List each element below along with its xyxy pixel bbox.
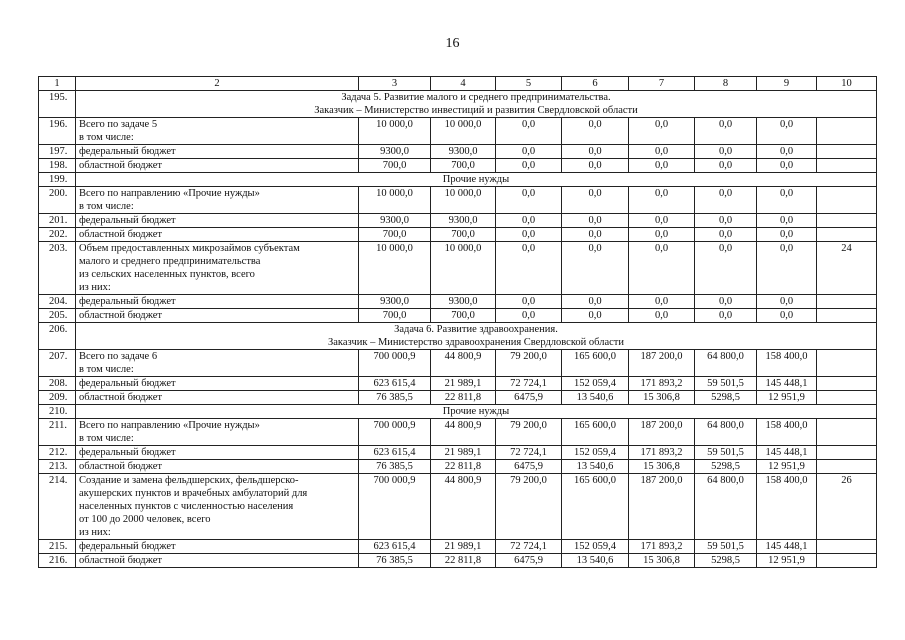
row-label: федеральный бюджет [76, 446, 359, 460]
value-cell [817, 118, 877, 145]
value-cell: 0,0 [629, 228, 695, 242]
row-number: 198. [39, 159, 76, 173]
value-cell: 0,0 [562, 214, 629, 228]
value-cell: 9300,0 [359, 214, 431, 228]
value-cell: 79 200,0 [496, 350, 562, 377]
row-label: федеральный бюджет [76, 214, 359, 228]
value-cell [817, 228, 877, 242]
column-header: 7 [629, 77, 695, 91]
value-cell [817, 419, 877, 446]
section-row [39, 405, 877, 419]
value-cell: 79 200,0 [496, 419, 562, 446]
column-header: 4 [431, 77, 496, 91]
value-cell: 44 800,9 [431, 419, 496, 446]
value-cell: 700,0 [359, 228, 431, 242]
row-number: 215. [39, 540, 76, 554]
row-number: 205. [39, 309, 76, 323]
value-cell [817, 214, 877, 228]
page-number: 16 [445, 36, 460, 51]
value-cell: 0,0 [496, 228, 562, 242]
value-cell: 0,0 [695, 214, 757, 228]
value-cell: 0,0 [695, 242, 757, 295]
value-cell: 10 000,0 [431, 118, 496, 145]
value-cell: 72 724,1 [496, 446, 562, 460]
budget-table [38, 76, 877, 568]
value-cell: 26 [817, 474, 877, 540]
value-cell: 145 448,1 [757, 377, 817, 391]
value-cell: 171 893,2 [629, 377, 695, 391]
value-cell: 9300,0 [431, 295, 496, 309]
column-header: 5 [496, 77, 562, 91]
value-cell: 9300,0 [431, 145, 496, 159]
value-cell [817, 309, 877, 323]
value-cell: 145 448,1 [757, 540, 817, 554]
value-cell: 5298,5 [695, 460, 757, 474]
row-number: 216. [39, 554, 76, 568]
value-cell: 152 059,4 [562, 446, 629, 460]
value-cell: 59 501,5 [695, 446, 757, 460]
value-cell: 0,0 [496, 242, 562, 295]
value-cell: 24 [817, 242, 877, 295]
value-cell: 700,0 [431, 309, 496, 323]
column-header: 1 [39, 77, 76, 91]
section-title-line: Заказчик – Министерство инвестиций и развития Свердловской области [314, 105, 638, 116]
value-cell: 0,0 [496, 309, 562, 323]
table-row [39, 187, 877, 214]
section-row [39, 173, 877, 187]
value-cell: 700,0 [359, 159, 431, 173]
value-cell: 64 800,0 [695, 350, 757, 377]
value-cell: 0,0 [695, 295, 757, 309]
row-label: федеральный бюджет [76, 540, 359, 554]
value-cell: 21 989,1 [431, 377, 496, 391]
value-cell: 22 811,8 [431, 554, 496, 568]
value-cell: 0,0 [562, 118, 629, 145]
value-cell: 0,0 [496, 118, 562, 145]
value-cell: 21 989,1 [431, 540, 496, 554]
value-cell: 6475,9 [496, 391, 562, 405]
value-cell: 0,0 [629, 214, 695, 228]
value-cell: 72 724,1 [496, 377, 562, 391]
value-cell: 0,0 [496, 214, 562, 228]
table-row [39, 118, 877, 145]
row-number: 208. [39, 377, 76, 391]
row-label: областной бюджет [76, 460, 359, 474]
table-row [39, 474, 877, 540]
value-cell: 12 951,9 [757, 391, 817, 405]
value-cell: 0,0 [695, 145, 757, 159]
row-number: 199. [39, 173, 76, 187]
value-cell: 12 951,9 [757, 554, 817, 568]
value-cell: 64 800,0 [695, 474, 757, 540]
value-cell: 79 200,0 [496, 474, 562, 540]
row-label: областной бюджет [76, 228, 359, 242]
column-header: 2 [76, 77, 359, 91]
row-label: областной бюджет [76, 554, 359, 568]
value-cell: 21 989,1 [431, 446, 496, 460]
value-cell: 0,0 [695, 187, 757, 214]
value-cell: 10 000,0 [431, 242, 496, 295]
value-cell: 0,0 [757, 145, 817, 159]
value-cell: 44 800,9 [431, 350, 496, 377]
value-cell: 0,0 [695, 228, 757, 242]
value-cell: 0,0 [757, 242, 817, 295]
row-number: 212. [39, 446, 76, 460]
row-label: Объем предоставленных микрозаймов субъектам малого и среднего предпринимательства из сельских населенных пунктов, всего из них: [76, 242, 359, 295]
row-number: 203. [39, 242, 76, 295]
value-cell: 0,0 [757, 295, 817, 309]
value-cell: 10 000,0 [359, 187, 431, 214]
value-cell: 0,0 [757, 214, 817, 228]
value-cell: 59 501,5 [695, 540, 757, 554]
column-header: 3 [359, 77, 431, 91]
value-cell: 9300,0 [359, 145, 431, 159]
table-body [39, 91, 877, 568]
value-cell: 0,0 [757, 228, 817, 242]
table-row [39, 554, 877, 568]
value-cell [817, 159, 877, 173]
value-cell: 0,0 [629, 187, 695, 214]
value-cell: 165 600,0 [562, 350, 629, 377]
value-cell: 0,0 [629, 145, 695, 159]
value-cell: 15 306,8 [629, 391, 695, 405]
value-cell: 0,0 [695, 159, 757, 173]
row-number: 200. [39, 187, 76, 214]
section-title [76, 173, 877, 187]
table-row [39, 159, 877, 173]
value-cell: 12 951,9 [757, 460, 817, 474]
column-header: 6 [562, 77, 629, 91]
table-row [39, 295, 877, 309]
section-title-line: Прочие нужды [442, 406, 510, 417]
value-cell: 700,0 [431, 228, 496, 242]
value-cell: 13 540,6 [562, 391, 629, 405]
value-cell: 0,0 [562, 228, 629, 242]
table-row [39, 242, 877, 295]
row-number: 201. [39, 214, 76, 228]
row-number: 213. [39, 460, 76, 474]
value-cell: 0,0 [496, 159, 562, 173]
value-cell: 15 306,8 [629, 554, 695, 568]
value-cell: 10 000,0 [359, 242, 431, 295]
value-cell: 0,0 [496, 295, 562, 309]
value-cell: 76 385,5 [359, 391, 431, 405]
value-cell: 0,0 [757, 159, 817, 173]
value-cell: 0,0 [757, 309, 817, 323]
section-title-line: Заказчик – Министерство здравоохранения Свердловской области [327, 337, 624, 348]
section-row [39, 323, 877, 350]
row-number: 209. [39, 391, 76, 405]
value-cell: 165 600,0 [562, 419, 629, 446]
value-cell: 171 893,2 [629, 446, 695, 460]
value-cell: 158 400,0 [757, 419, 817, 446]
row-label: федеральный бюджет [76, 295, 359, 309]
table-row [39, 228, 877, 242]
value-cell: 700 000,9 [359, 350, 431, 377]
table-row [39, 540, 877, 554]
section-title [76, 405, 877, 419]
value-cell: 623 615,4 [359, 377, 431, 391]
row-label: областной бюджет [76, 159, 359, 173]
value-cell: 76 385,5 [359, 460, 431, 474]
value-cell: 13 540,6 [562, 554, 629, 568]
section-title-line: Задача 5. Развитие малого и среднего предпринимательства. [341, 92, 611, 103]
row-label: федеральный бюджет [76, 145, 359, 159]
section-title-line: Прочие нужды [442, 174, 510, 185]
value-cell: 0,0 [629, 295, 695, 309]
table-row [39, 145, 877, 159]
value-cell: 44 800,9 [431, 474, 496, 540]
value-cell: 0,0 [695, 309, 757, 323]
row-label: федеральный бюджет [76, 377, 359, 391]
section-title [76, 323, 877, 350]
value-cell: 64 800,0 [695, 419, 757, 446]
value-cell: 0,0 [562, 242, 629, 295]
section-title [76, 91, 877, 118]
value-cell: 152 059,4 [562, 377, 629, 391]
column-header: 10 [817, 77, 877, 91]
value-cell: 9300,0 [359, 295, 431, 309]
table-row [39, 214, 877, 228]
row-label: Всего по направлению «Прочие нужды» в том числе: [76, 187, 359, 214]
value-cell: 0,0 [629, 159, 695, 173]
value-cell: 72 724,1 [496, 540, 562, 554]
value-cell [817, 554, 877, 568]
column-header: 8 [695, 77, 757, 91]
value-cell: 187 200,0 [629, 350, 695, 377]
value-cell [817, 145, 877, 159]
value-cell: 165 600,0 [562, 474, 629, 540]
value-cell [817, 446, 877, 460]
value-cell [817, 540, 877, 554]
value-cell: 5298,5 [695, 391, 757, 405]
row-label: Создание и замена фельдшерских, фельдшерско- акушерских пунктов и врачебных амбулаторий для населенных пунктов с численностью населения от 100 до 2000 человек, всего из них: [76, 474, 359, 540]
value-cell [817, 295, 877, 309]
value-cell: 0,0 [562, 309, 629, 323]
table-row [39, 391, 877, 405]
value-cell: 187 200,0 [629, 474, 695, 540]
row-number: 210. [39, 405, 76, 419]
table-row [39, 419, 877, 446]
row-label: областной бюджет [76, 309, 359, 323]
value-cell: 10 000,0 [431, 187, 496, 214]
value-cell: 76 385,5 [359, 554, 431, 568]
row-label: областной бюджет [76, 391, 359, 405]
table-header-row [39, 77, 877, 91]
value-cell [817, 460, 877, 474]
value-cell: 0,0 [757, 118, 817, 145]
value-cell: 700 000,9 [359, 474, 431, 540]
value-cell: 623 615,4 [359, 540, 431, 554]
row-number: 204. [39, 295, 76, 309]
table-row [39, 350, 877, 377]
value-cell: 0,0 [562, 187, 629, 214]
row-number: 211. [39, 419, 76, 446]
value-cell: 22 811,8 [431, 460, 496, 474]
row-number: 202. [39, 228, 76, 242]
section-row [39, 91, 877, 118]
row-label: Всего по задаче 5 в том числе: [76, 118, 359, 145]
row-number: 206. [39, 323, 76, 350]
value-cell: 13 540,6 [562, 460, 629, 474]
value-cell: 171 893,2 [629, 540, 695, 554]
value-cell: 623 615,4 [359, 446, 431, 460]
value-cell: 152 059,4 [562, 540, 629, 554]
section-title-line: Задача 6. Развитие здравоохранения. [394, 324, 558, 335]
value-cell: 9300,0 [431, 214, 496, 228]
value-cell: 22 811,8 [431, 391, 496, 405]
value-cell: 59 501,5 [695, 377, 757, 391]
value-cell: 0,0 [629, 242, 695, 295]
column-header: 9 [757, 77, 817, 91]
value-cell: 0,0 [496, 145, 562, 159]
row-number: 195. [39, 91, 76, 118]
value-cell [817, 187, 877, 214]
table-row [39, 309, 877, 323]
value-cell: 0,0 [757, 187, 817, 214]
value-cell: 0,0 [562, 159, 629, 173]
value-cell: 0,0 [496, 187, 562, 214]
row-number: 214. [39, 474, 76, 540]
value-cell: 145 448,1 [757, 446, 817, 460]
value-cell: 0,0 [562, 295, 629, 309]
value-cell: 700 000,9 [359, 419, 431, 446]
row-number: 207. [39, 350, 76, 377]
row-number: 196. [39, 118, 76, 145]
value-cell: 0,0 [629, 118, 695, 145]
value-cell: 0,0 [695, 118, 757, 145]
value-cell: 10 000,0 [359, 118, 431, 145]
table-row [39, 460, 877, 474]
value-cell: 158 400,0 [757, 474, 817, 540]
value-cell: 6475,9 [496, 554, 562, 568]
row-label: Всего по направлению «Прочие нужды» в том числе: [76, 419, 359, 446]
value-cell: 6475,9 [496, 460, 562, 474]
table-row [39, 446, 877, 460]
value-cell: 0,0 [629, 309, 695, 323]
value-cell [817, 350, 877, 377]
value-cell: 700,0 [431, 159, 496, 173]
value-cell: 187 200,0 [629, 419, 695, 446]
value-cell: 15 306,8 [629, 460, 695, 474]
row-number: 197. [39, 145, 76, 159]
value-cell [817, 391, 877, 405]
value-cell: 700,0 [359, 309, 431, 323]
value-cell [817, 377, 877, 391]
table-row [39, 377, 877, 391]
row-label: Всего по задаче 6 в том числе: [76, 350, 359, 377]
value-cell: 0,0 [562, 145, 629, 159]
value-cell: 158 400,0 [757, 350, 817, 377]
value-cell: 5298,5 [695, 554, 757, 568]
